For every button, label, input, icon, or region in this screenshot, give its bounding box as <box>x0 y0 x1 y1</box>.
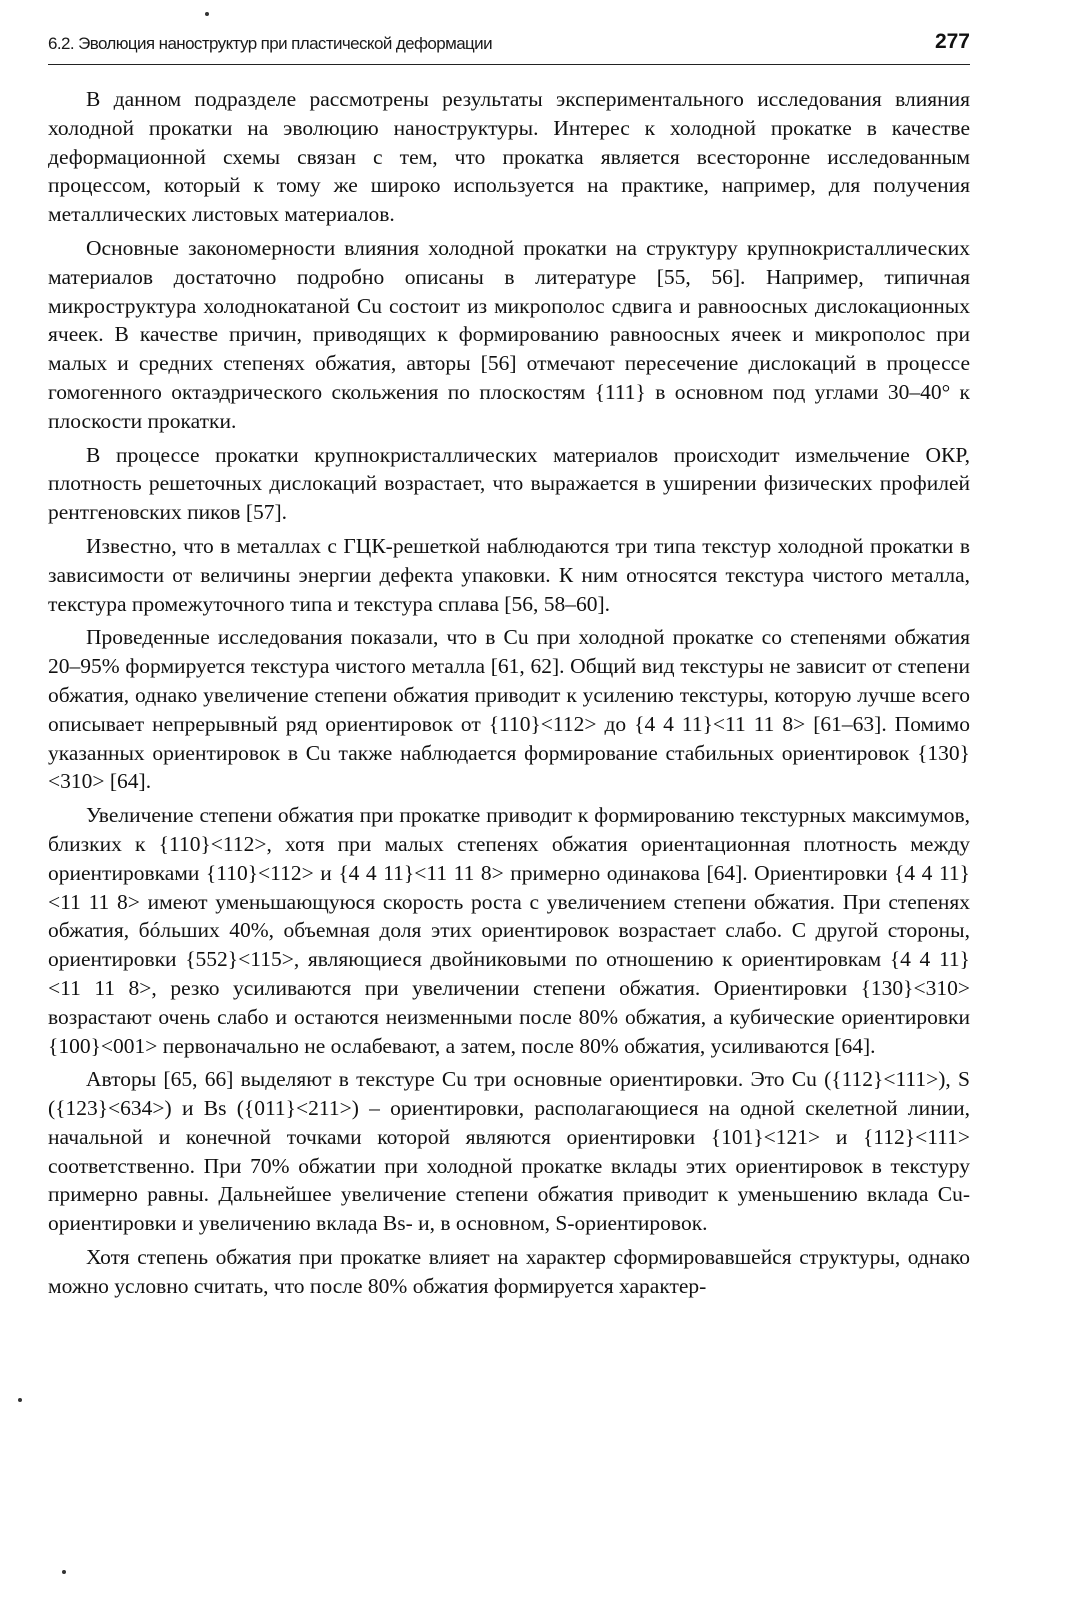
paragraph: В процессе прокатки крупнокристаллических материалов происходит измельчение ОКР, плотность решеточных дислокаций возрастает, что выражается в уширении физических профилей рентгеновских пиков [57]. <box>48 442 970 525</box>
body-text <box>48 85 970 1306</box>
scan-speck <box>62 1570 66 1574</box>
scan-speck <box>18 1398 22 1402</box>
running-title: 6.2. Эволюция наноструктур при пластической деформации <box>48 34 492 53</box>
paragraph: Известно, что в металлах с ГЦК-решеткой наблюдаются три типа текстур холодной прокатки в зависимости от величины энергии дефекта упаковки. К ним относятся текстура чистого металла, текстура промежуточного типа и текстура сплава [56, 58–60]. <box>48 533 970 616</box>
running-header <box>48 30 970 65</box>
paragraph: В данном подразделе рассмотрены результаты экспериментального исследования влияния холодной прокатки на эволюцию наноструктуры. Интерес к холодной прокатке в качестве деформационной схемы связан с тем, что прокатка является всесторонне исследованным процессом, который к тому же широко используется на практике, например, для получения металлических листовых материалов. <box>48 87 970 227</box>
page-number: 277 <box>934 30 970 53</box>
scan-speck <box>205 12 209 16</box>
paragraph: Авторы [65, 66] выделяют в текстуре Cu три основные ориентировки. Это Cu ({112}<111>), S ({123}<634>) и Bs ({011}<211>) – ориентировки, располагающиеся на одной скелетной линии, начальной и конечной точками которой являются ориентировки {101}<121> и {112}<111> соответственно. При 70% обжатии при холодной прокатке вклады этих ориентировок в текстуру примерно равны. Дальнейшее увеличение степени обжатия приводит к уменьшению вклада Cu-ориентировки и увеличению вклада Bs- и, в основном, S-ориентировок. <box>48 1067 970 1236</box>
paragraph: Проведенные исследования показали, что в Cu при холодной прокатке со степенями обжатия 20–95% формируется текстура чистого металла [61, 62]. Общий вид текстуры не зависит от степени обжатия, однако увеличение степени обжатия приводит к усилению текстуры, которую лучше всего описывает непрерывный ряд ориентировок от {110}<112> до {4 4 11}<11 11 8> [61–63]. Помимо указанных ориентировок в Cu также наблюдается формирование стабильных ориентировок {130}<310> [64]. <box>48 625 970 794</box>
paragraph: Увеличение степени обжатия при прокатке приводит к формированию текстурных максимумов, близких к {110}<112>, хотя при малых степенях обжатия ориентационная плотность между ориентировками {110}<112> и {4 4 11}<11 11 8> примерно одинакова [64]. Ориентировки {4 4 11}<11 11 8> имеют уменьшающуюся скорость роста с увеличением степени обжатия. При степенях обжатия, бóльших 40%, объемная доля этих ориентировок возрастает слабо. С другой стороны, ориентировки {552}<115>, являющиеся двойниковыми по отношению к ориентировкам {4 4 11} <11 11 8>, резко усиливаются при увеличении степени обжатия. Ориентировки {130}<310> возрастают очень слабо и остаются неизменными после 80% обжатия, а кубические ориентировки {100}<001> первоначально не ослабевают, а затем, после 80% обжатия, усиливаются [64]. <box>48 803 970 1058</box>
paragraph: Основные закономерности влияния холодной прокатки на структуру крупнокристаллических материалов достаточно подробно описаны в литературе [55, 56]. Например, типичная микроструктура холоднокатаной Cu состоит из микрополос сдвига и равноосных дислокационных ячеек. В качестве причин, приводящих к формированию равноосных ячеек и микрополос при малых и средних степенях обжатия, авторы [56] отмечают пересечение дислокаций в процессе гомогенного октаэдрического скольжения по плоскостям {111} в основном под углами 30–40° к плоскости прокатки. <box>48 235 970 433</box>
paragraph: Хотя степень обжатия при прокатке влияет на характер сформировавшейся структуры, однако можно условно считать, что после 80% обжатия формируется характер- <box>48 1245 970 1298</box>
